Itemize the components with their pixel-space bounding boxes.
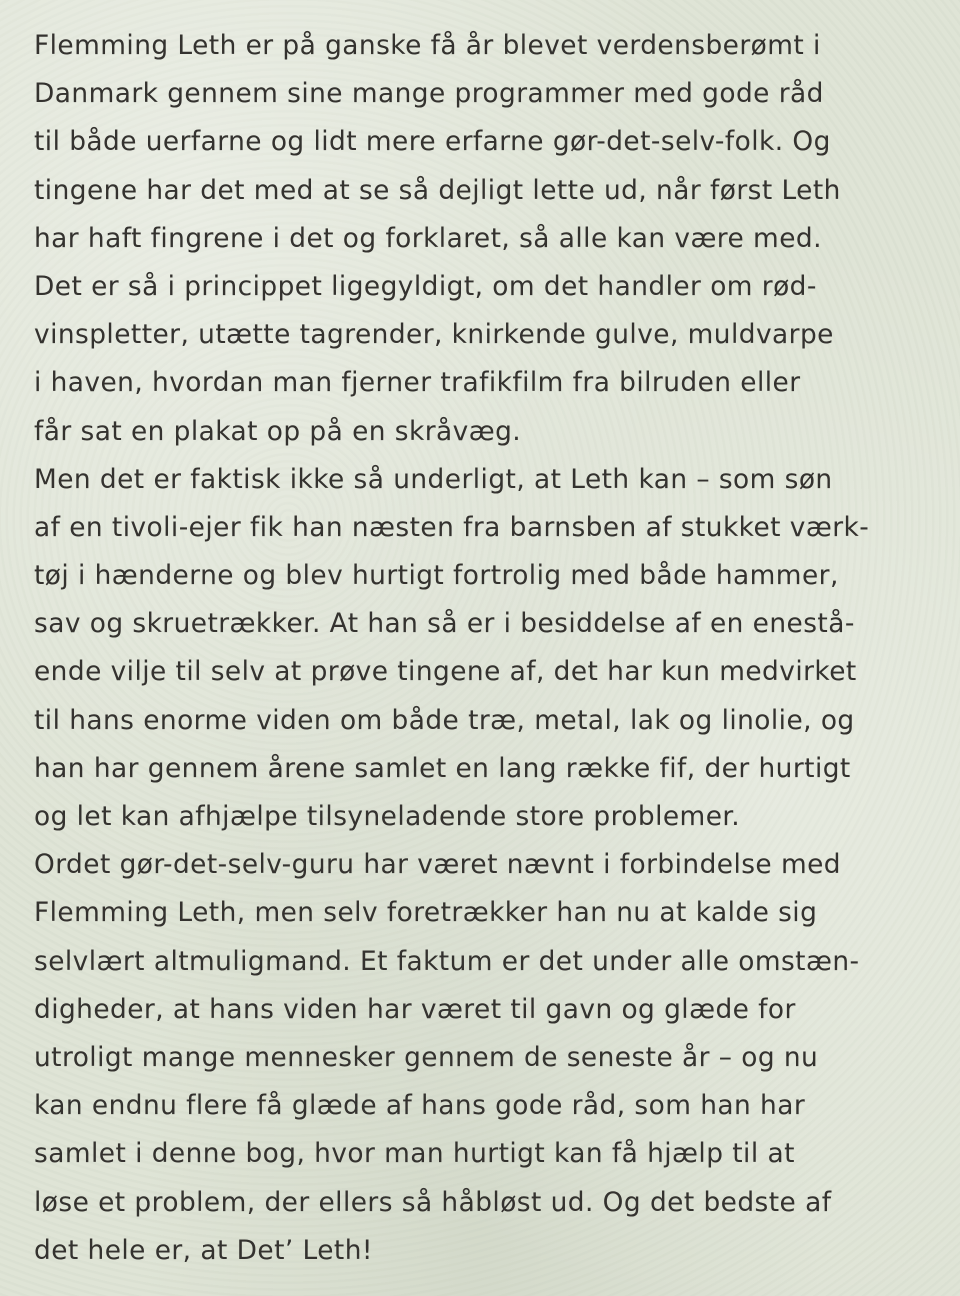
blurb-line: samlet i denne bog, hvor man hurtigt kan få hjælp til at — [34, 1138, 795, 1170]
blurb-line: i haven, hvordan man fjerner trafikfilm fra bilruden eller — [34, 367, 801, 399]
blurb-line: har haft fingrene i det og forklaret, så alle kan være med. — [34, 222, 822, 254]
blurb-line: løse et problem, der ellers så håbløst ud. Og det bedste af — [34, 1186, 832, 1218]
blurb-line: utroligt mange mennesker gennem de seneste år – og nu — [34, 1041, 819, 1073]
blurb-line: han har gennem årene samlet en lang række fif, der hurtigt — [34, 752, 851, 784]
blurb-line: sav og skruetrækker. At han så er i besiddelse af en enestå- — [34, 608, 855, 640]
blurb-line: af en tivoli-ejer fik han næsten fra barnsben af stukket værk- — [34, 511, 870, 543]
blurb-line: Det er så i princippet ligegyldigt, om det handler om rød- — [34, 270, 817, 302]
blurb-line: til hans enorme viden om både træ, metal, lak og linolie, og — [34, 704, 855, 736]
blurb-line: Flemming Leth er på ganske få år blevet verdensberømt i — [34, 30, 821, 61]
blurb-line: Ordet gør-det-selv-guru har været nævnt i forbindelse med — [34, 849, 842, 881]
blurb-line: tingene har det med at se så dejligt lette ud, når først Leth — [34, 174, 841, 206]
blurb-line: selvlært altmuligmand. Et faktum er det under alle omstæn- — [34, 945, 860, 977]
blurb-line: til både uerfarne og lidt mere erfarne gør-det-selv-folk. Og — [34, 126, 831, 158]
blurb-line: Men det er faktisk ikke så underligt, at Leth kan – som søn — [34, 463, 833, 495]
blurb-line: kan endnu flere få glæde af hans gode råd, som han har — [34, 1090, 806, 1122]
blurb-line: Flemming Leth, men selv foretrækker han nu at kalde sig — [34, 897, 818, 929]
blurb-line: tøj i hænderne og blev hurtigt fortrolig med både hammer, — [34, 560, 839, 592]
blurb-line: og let kan afhjælpe tilsyneladende store problemer. — [34, 801, 741, 832]
blurb-line: digheder, at hans viden har været til gavn og glæde for — [34, 993, 796, 1025]
blurb-text — [34, 22, 934, 1275]
blurb-line: får sat en plakat op på en skråvæg. — [34, 415, 522, 447]
blurb-line: ende vilje til selv at prøve tingene af, det har kun medvirket — [34, 656, 857, 688]
blurb-line: vinspletter, utætte tagrender, knirkende gulve, muldvarpe — [34, 319, 834, 351]
blurb-line: Danmark gennem sine mange programmer med gode råd — [34, 78, 824, 110]
blurb-line: det hele er, at Det’ Leth! — [34, 1234, 373, 1266]
